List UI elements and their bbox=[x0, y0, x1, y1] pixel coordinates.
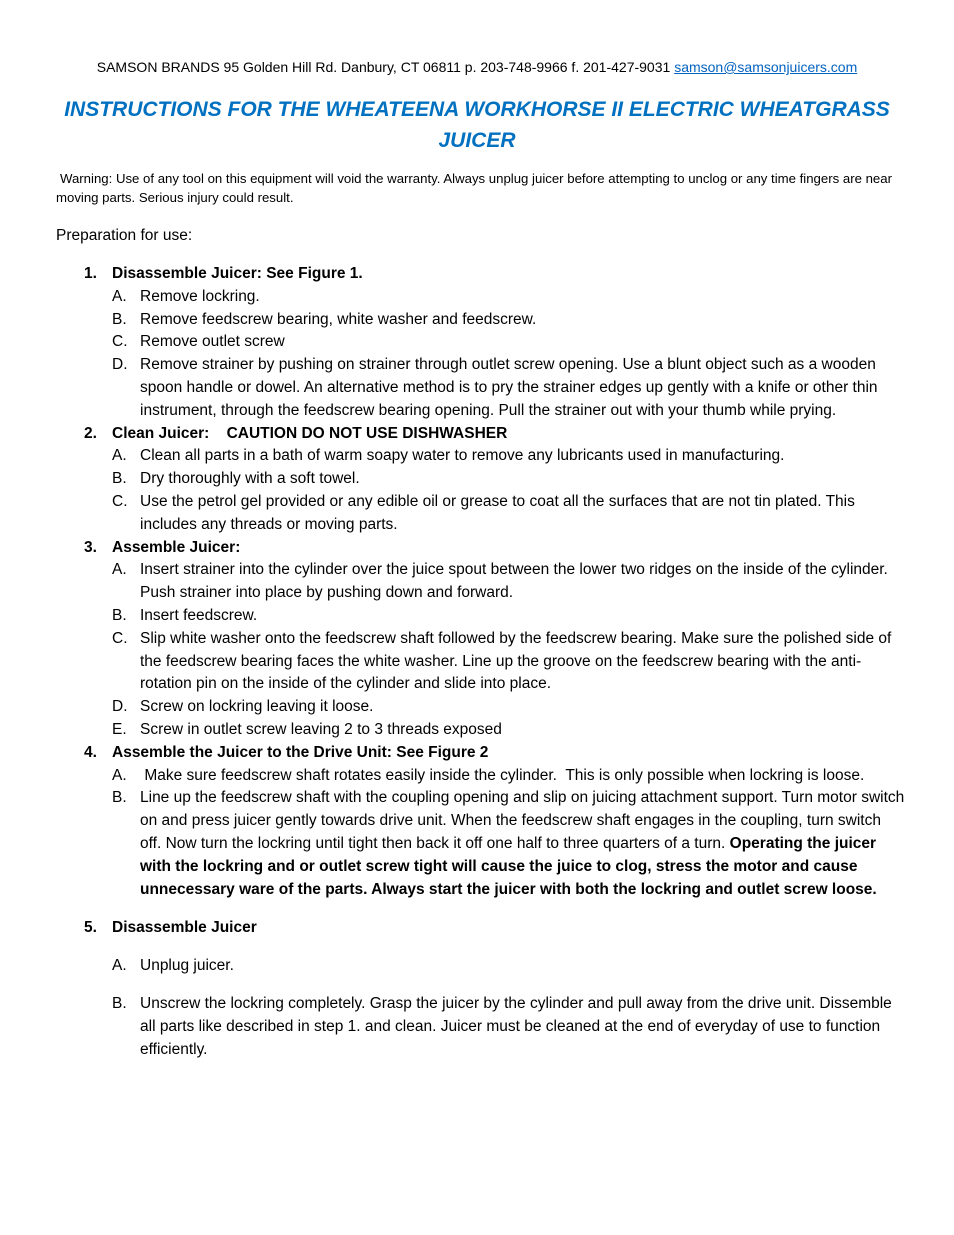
list-item bbox=[0, 286, 954, 309]
list-item bbox=[0, 765, 954, 788]
list-item bbox=[0, 309, 954, 332]
preparation-heading: Preparation for use: bbox=[56, 227, 193, 244]
instructions-list bbox=[0, 263, 954, 1062]
section-5-heading bbox=[0, 917, 954, 940]
company-address: SAMSON BRANDS 95 Golden Hill Rd. Danbury, CT 06811 p. 203-748-9966 f. 201-427-9031 bbox=[96, 59, 671, 75]
spacer bbox=[0, 978, 954, 994]
item-letter: C. bbox=[112, 333, 128, 351]
item-letter: A. bbox=[112, 447, 127, 465]
list-item bbox=[0, 468, 954, 491]
list-item bbox=[0, 605, 954, 628]
section-3-heading bbox=[0, 537, 954, 560]
section-number: 3. bbox=[84, 538, 97, 556]
section-number: 2. bbox=[84, 424, 97, 442]
item-text: Unscrew the lockring completely. Grasp the juicer by the cylinder and pull away from the drive unit. Dissemble all parts like described in step 1. and clean. Juicer must be cleaned at the end of everyday of use to function efficiently. bbox=[140, 995, 892, 1058]
item-text: Dry thoroughly with a soft towel. bbox=[140, 470, 360, 488]
item-letter: D. bbox=[112, 698, 128, 716]
item-text: Screw on lockring leaving it loose. bbox=[140, 698, 374, 716]
item-letter: A. bbox=[112, 957, 127, 975]
item-letter: C. bbox=[112, 629, 128, 647]
list-item bbox=[0, 993, 954, 1061]
section-title: Assemble Juicer: bbox=[112, 538, 241, 556]
item-letter: B. bbox=[112, 470, 127, 488]
item-letter: B. bbox=[112, 310, 127, 328]
item-text: Make sure feedscrew shaft rotates easily inside the cylinder. This is only possible when lockring is loose. bbox=[140, 766, 865, 784]
section-1-heading bbox=[0, 263, 954, 286]
section-number: 1. bbox=[84, 265, 97, 282]
list-item bbox=[0, 719, 954, 742]
item-text: Remove strainer by pushing on strainer through outlet screw opening. Use a blunt object such as a wooden spoon handle or dowel. An alternative method is to pry the strainer edges up gently with a knife or other thin instrument, through the feedscrew bearing opening. Pull the strainer out with your thumb while prying. bbox=[140, 356, 878, 419]
item-letter: B. bbox=[112, 606, 127, 624]
company-header bbox=[0, 57, 954, 77]
spacer bbox=[0, 940, 954, 956]
list-item bbox=[0, 955, 954, 978]
list-item bbox=[0, 696, 954, 719]
section-number: 5. bbox=[84, 918, 97, 936]
item-text: Use the petrol gel provided or any edible oil or grease to coat all the surfaces that are not tin plated. This includes any threads or moving parts. bbox=[140, 492, 855, 533]
item-letter: A. bbox=[112, 287, 127, 305]
item-text: Screw in outlet screw leaving 2 to 3 threads exposed bbox=[140, 720, 502, 738]
item-bold-warning: Operating the juicer with the lockring and or outlet screw tight will cause the juice to clog, stress the motor and cause unnecessary ware of the parts. Always start the juicer with both the lockring and outlet screw loose. bbox=[140, 834, 877, 898]
section-4-heading bbox=[0, 742, 954, 765]
item-text: Insert feedscrew. bbox=[140, 606, 258, 624]
item-text: Line up the feedscrew shaft with the coupling opening and slip on juicing attachment support. Turn motor switch on and press juicer gently towards drive unit. When the feedscrew shaft engages in the coupling, turn switch off. Now turn the lockring until tight then back it off one half to three quarters of a turn. bbox=[140, 789, 905, 852]
section-title: Disassemble Juicer bbox=[112, 918, 257, 936]
list-item bbox=[0, 787, 954, 901]
item-letter: A. bbox=[112, 766, 127, 784]
section-title: Disassemble Juicer: See Figure 1. bbox=[112, 265, 363, 282]
item-text: Remove lockring. bbox=[140, 287, 260, 305]
item-text: Remove outlet screw bbox=[140, 333, 285, 351]
section-title: Clean Juicer: CAUTION DO NOT USE DISHWASHER bbox=[112, 424, 508, 442]
item-letter: B. bbox=[112, 789, 127, 807]
item-letter: C. bbox=[112, 492, 128, 510]
email-link[interactable]: samson@samsonjuicers.com bbox=[674, 59, 858, 75]
document-title: INSTRUCTIONS FOR THE WHEATEENA WORKHORSE II ELECTRIC WHEATGRASS JUICER bbox=[64, 98, 890, 152]
item-text: Insert strainer into the cylinder over the juice spout between the lower two ridges on the inside of the cylinder. Push strainer into place by pushing down and forward. bbox=[140, 561, 888, 602]
item-text: Unplug juicer. bbox=[140, 957, 234, 975]
list-item bbox=[0, 331, 954, 354]
spacer bbox=[0, 901, 954, 917]
warning-text: Warning: Use of any tool on this equipment will void the warranty. Always unplug juicer before attempting to unclog or any time fingers are near moving parts. Serious injury could result. bbox=[56, 171, 892, 205]
item-letter: A. bbox=[112, 561, 127, 579]
list-item bbox=[0, 354, 954, 422]
list-item bbox=[0, 628, 954, 696]
item-text: Slip white washer onto the feedscrew shaft followed by the feedscrew bearing. Make sure the polished side of the feedscrew bearing faces the white washer. Line up the groove on the feedscrew bearing with the anti-rotation pin on the inside of the cylinder and slide into place. bbox=[140, 629, 892, 693]
list-item bbox=[0, 491, 954, 537]
item-letter: E. bbox=[112, 720, 127, 738]
item-text: Remove feedscrew bearing, white washer and feedscrew. bbox=[140, 310, 537, 328]
list-item bbox=[0, 559, 954, 605]
item-letter: D. bbox=[112, 356, 128, 374]
item-text: Clean all parts in a bath of warm soapy water to remove any lubricants used in manufacturing. bbox=[140, 447, 785, 465]
section-title: Assemble the Juicer to the Drive Unit: See Figure 2 bbox=[112, 743, 489, 761]
item-letter: B. bbox=[112, 995, 127, 1013]
section-number: 4. bbox=[84, 743, 97, 761]
list-item bbox=[0, 445, 954, 468]
section-2-heading bbox=[0, 423, 954, 446]
